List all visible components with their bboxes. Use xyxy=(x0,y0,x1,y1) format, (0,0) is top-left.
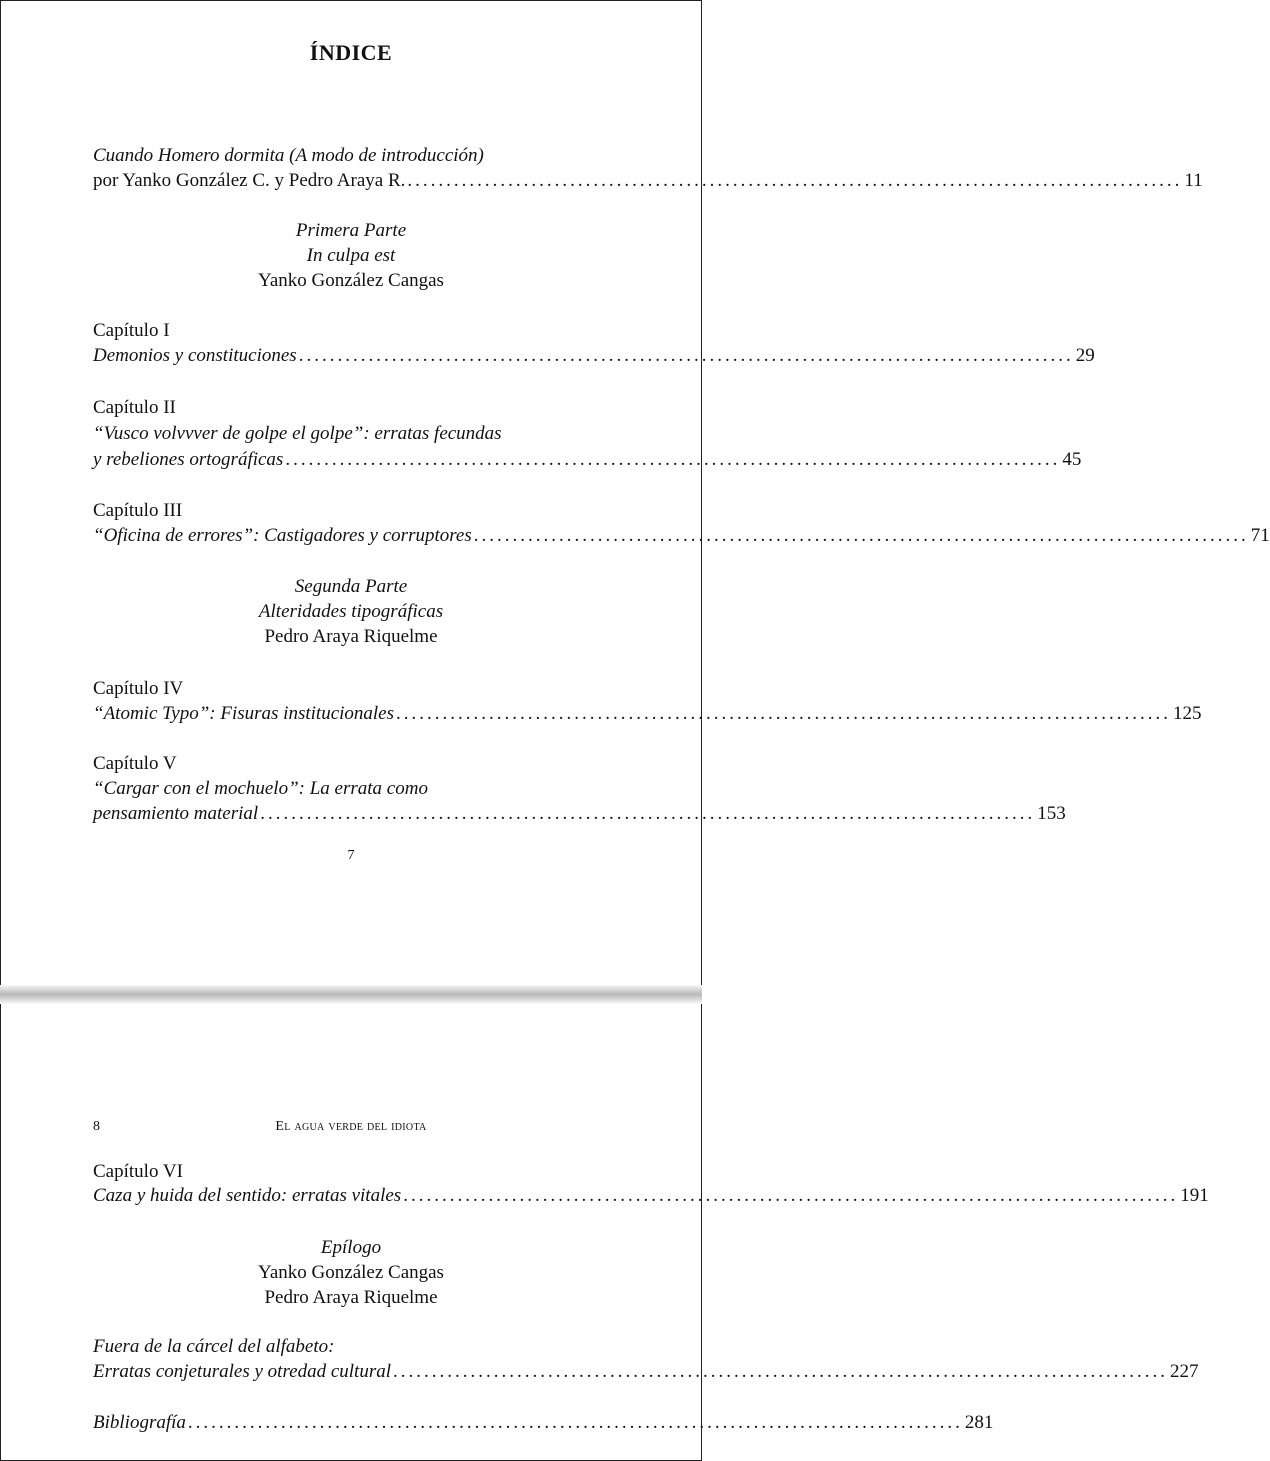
page-number-seven: 7 xyxy=(347,848,355,863)
intro-title: Cuando Homero dormita (A modo de introducción) xyxy=(93,145,484,166)
chapter-five-title-line1: “Cargar con el mochuelo”: La errata como xyxy=(93,778,428,799)
chapter-three-page: 71 xyxy=(1250,525,1270,546)
epilogue-label: Epílogo xyxy=(320,1237,382,1258)
intro-page: 11 xyxy=(1184,170,1203,191)
chapter-three-title: “Oficina de errores”: Castigadores y corruptores xyxy=(93,525,472,546)
leader-dots: .................................................................................................... xyxy=(403,1185,1179,1206)
chapter-two-title-line2: y rebeliones ortográficas xyxy=(93,449,284,470)
running-head: El agua verde del idiota xyxy=(275,1119,427,1134)
page-separator xyxy=(0,985,702,1004)
chapter-one-page: 29 xyxy=(1075,345,1095,366)
chapter-six-page: 191 xyxy=(1180,1185,1209,1206)
toc-entry-intro xyxy=(93,168,1203,193)
chapter-two-label: Capítulo II xyxy=(93,397,176,418)
leader-dots: .................................................................................................... xyxy=(187,1412,963,1433)
final-section-page: 227 xyxy=(1170,1361,1199,1382)
chapter-one-label: Capítulo I xyxy=(93,320,170,341)
chapter-four-label: Capítulo IV xyxy=(93,678,184,699)
epilogue-author-two: Pedro Araya Riquelme xyxy=(264,1287,438,1308)
chapter-six-label: Capítulo VI xyxy=(93,1161,183,1182)
leader-dots: .................................................................................................... xyxy=(473,525,1249,546)
chapter-two-page: 45 xyxy=(1062,449,1082,470)
bibliography-title: Bibliografía xyxy=(93,1412,186,1433)
chapter-six-title: Caza y huida del sentido: erratas vitales xyxy=(93,1185,402,1206)
leader-dots: .................................................................................................... xyxy=(393,1361,1168,1382)
page-number-eight: 8 xyxy=(93,1119,100,1134)
part-two-subtitle: Alteridades tipográficas xyxy=(258,601,444,622)
leader-dots: .................................................................................................... xyxy=(260,803,1036,824)
chapter-four-title: “Atomic Typo”: Fisuras institucionales xyxy=(93,703,395,724)
leader-dots: .................................................................................................... xyxy=(285,449,1061,470)
part-one-author: Yanko González Cangas xyxy=(258,270,444,291)
page-eight xyxy=(0,1004,702,1461)
bibliography-page: 281 xyxy=(964,1412,994,1433)
part-one-label: Primera Parte xyxy=(295,220,407,241)
chapter-five-label: Capítulo V xyxy=(93,753,177,774)
toc-entry-chapter-two xyxy=(93,447,1082,472)
toc-entry-chapter-one xyxy=(93,343,1095,368)
chapter-two-title-line1: “Vusco volvvver de golpe el golpe”: erratas fecundas xyxy=(93,423,502,444)
leader-dots: .................................................................................................... xyxy=(396,703,1172,724)
chapter-one-title: Demonios y constituciones xyxy=(93,345,297,366)
chapter-five-title-line2: pensamiento material xyxy=(93,803,259,824)
toc-entry-chapter-five xyxy=(93,801,1066,826)
chapter-three-label: Capítulo III xyxy=(93,500,183,521)
toc-entry-chapter-four xyxy=(93,701,1202,726)
chapter-four-page: 125 xyxy=(1173,703,1202,724)
toc-entry-chapter-three xyxy=(93,523,1270,548)
final-section-title-line1: Fuera de la cárcel del alfabeto: xyxy=(93,1336,335,1357)
chapter-five-page: 153 xyxy=(1037,803,1066,824)
intro-authors: por Yanko González C. y Pedro Araya R. xyxy=(93,170,406,191)
part-two-author: Pedro Araya Riquelme xyxy=(264,626,438,647)
final-section-title-line2: Erratas conjeturales y otredad cultural xyxy=(93,1361,391,1382)
toc-entry-final-section xyxy=(93,1359,1199,1384)
index-title: ÍNDICE xyxy=(309,40,393,65)
part-one-subtitle: In culpa est xyxy=(306,245,396,266)
toc-entry-bibliography xyxy=(93,1410,994,1435)
toc-entry-chapter-six xyxy=(93,1183,1209,1208)
epilogue-author-one: Yanko González Cangas xyxy=(258,1262,444,1283)
part-two-label: Segunda Parte xyxy=(294,576,408,597)
leader-dots: .................................................................................................... xyxy=(298,345,1074,366)
leader-dots: .................................................................................................... xyxy=(407,170,1183,191)
